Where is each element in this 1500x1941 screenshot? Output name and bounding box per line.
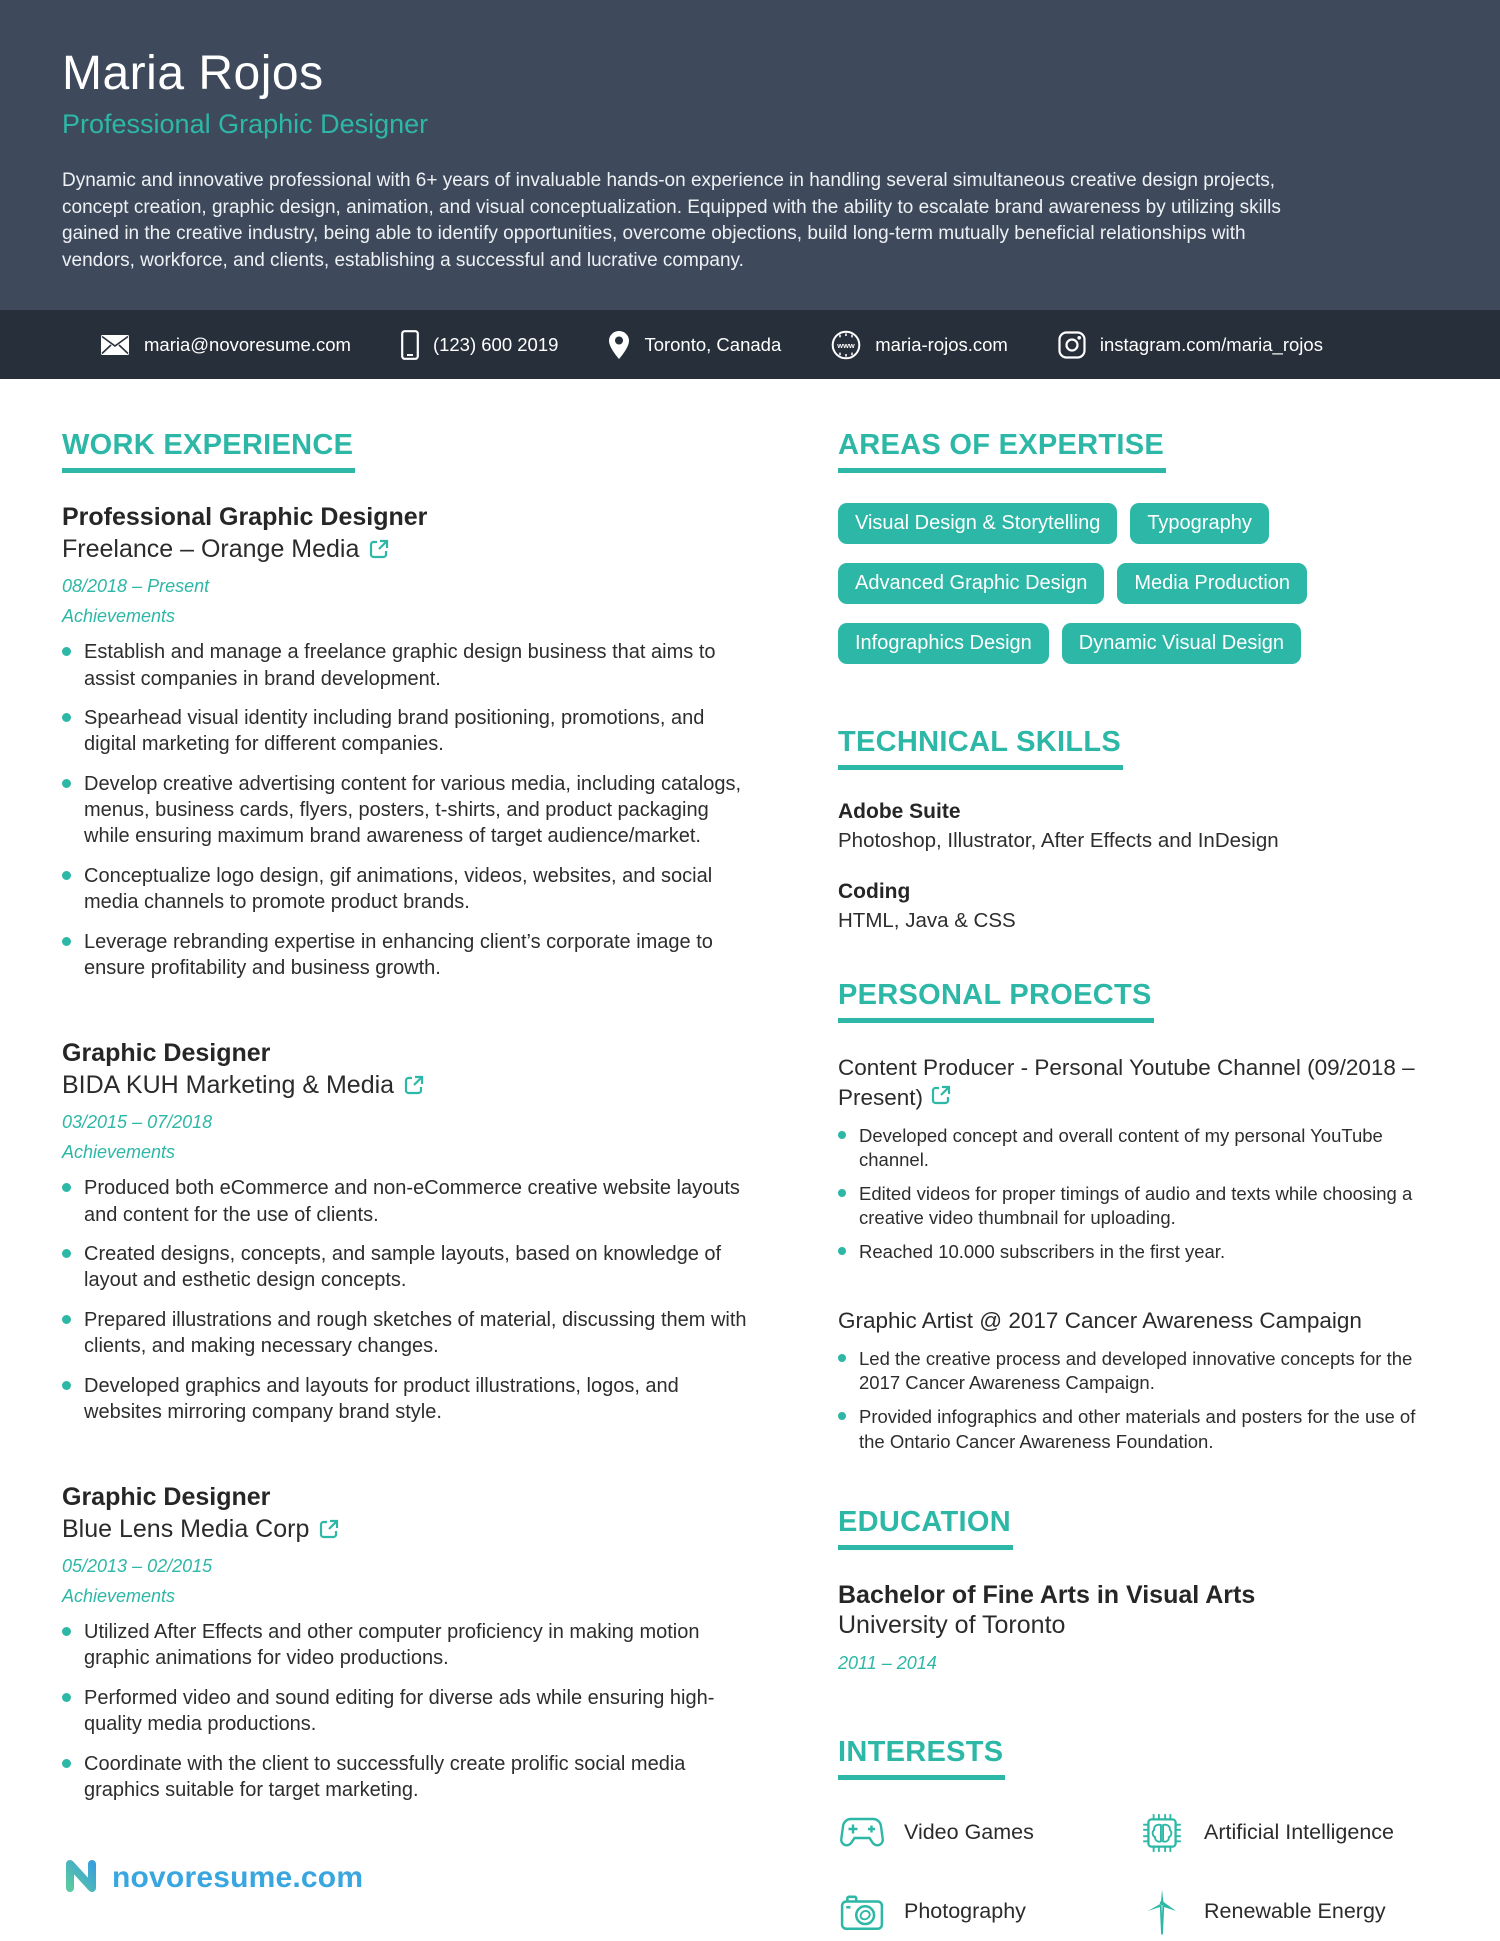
expertise-tags <box>838 503 1438 664</box>
bullet-text: Reached 10.000 subscribers in the first year. <box>859 1241 1226 1263</box>
project-entry <box>838 1306 1438 1453</box>
skill-group-detail: HTML, Java & CSS <box>838 909 1016 933</box>
bullet-text: Developed graphics and layouts for product illustrations, logos, and websites mirroring company brand style. <box>84 1374 679 1423</box>
contact-instagram-text: instagram.com/maria_rojos <box>1099 333 1323 355</box>
svg-text:www: www <box>837 340 855 350</box>
personal-projects-heading: PERSONAL PROECTS <box>838 979 1154 1023</box>
project-title <box>838 1306 1438 1335</box>
bullet-text: Spearhead visual identity including brand positioning, promotions, and digital marketing for different companies. <box>84 706 705 756</box>
job-entry <box>62 503 754 981</box>
contact-phone[interactable] <box>401 330 559 360</box>
novoresume-logo-icon[interactable] <box>62 1856 100 1899</box>
bullet-item <box>62 771 754 850</box>
contact-website[interactable] <box>831 330 1008 360</box>
bullet-dot <box>838 1131 846 1139</box>
bullet-item <box>838 1405 1438 1453</box>
bullet-dot <box>62 1315 71 1324</box>
contact-location-text: Toronto, Canada <box>644 333 782 355</box>
interest-item <box>838 1810 1138 1856</box>
footer-brand[interactable] <box>62 1856 363 1899</box>
location-icon <box>608 330 630 360</box>
bullet-text: Created designs, concepts, and sample layouts, based on knowledge of layout and esthetic design concepts. <box>84 1242 722 1292</box>
project-entry <box>838 1053 1438 1264</box>
bullet-text: Edited videos for proper timings of audio and texts while choosing a creative video thumbnail for uploading. <box>859 1182 1413 1229</box>
external-link-icon[interactable] <box>931 1085 951 1105</box>
job-bullet-list <box>62 1175 754 1425</box>
interest-label: Video Games <box>904 1820 1034 1845</box>
job-company-name: Blue Lens Media Corp <box>62 1515 310 1544</box>
bullet-item <box>62 639 754 692</box>
education-heading: EDUCATION <box>838 1506 1013 1550</box>
bullet-item <box>838 1124 1438 1172</box>
bullet-dot <box>62 647 71 656</box>
contact-bar <box>0 310 1500 379</box>
bullet-dot <box>838 1354 846 1362</box>
bullet-item <box>62 863 754 916</box>
personal-projects-section <box>838 979 1438 1453</box>
phone-icon <box>401 330 419 360</box>
project-bullet-list <box>838 1124 1438 1264</box>
job-bullet-list <box>62 639 754 981</box>
achievements-label: Achievements <box>62 1586 176 1607</box>
bullet-item <box>62 1619 754 1672</box>
project-title-text: Content Producer - Personal Youtube Channel (09/2018 – Present) <box>838 1055 1415 1110</box>
bullet-item <box>838 1347 1438 1395</box>
external-link-icon[interactable] <box>369 539 389 559</box>
contact-instagram[interactable] <box>1058 331 1323 359</box>
bullet-item <box>62 1373 754 1426</box>
interest-item <box>838 1888 1138 1936</box>
expertise-tag: Infographics Design <box>838 623 1049 664</box>
contact-phone-text: (123) 600 2019 <box>432 333 559 355</box>
main-content <box>0 379 1500 1935</box>
skill-group-name: Coding <box>838 880 911 904</box>
person-name: Maria Rojos <box>62 47 324 100</box>
contact-email-text: maria@novoresume.com <box>144 333 351 355</box>
bullet-text: Prepared illustrations and rough sketches of material, discussing them with clients, and making necessary changes. <box>84 1308 747 1358</box>
job-company <box>62 1070 754 1100</box>
brand-text[interactable]: novoresume.com <box>112 1860 364 1894</box>
bullet-text: Performed video and sound editing for diverse ads while ensuring high-quality media productions. <box>84 1686 715 1736</box>
bullet-dot <box>62 1627 71 1636</box>
expertise-heading: AREAS OF EXPERTISE <box>838 429 1166 473</box>
bullet-item <box>62 1685 754 1738</box>
left-column <box>62 429 754 1935</box>
project-bullet-list <box>838 1347 1438 1453</box>
job-company <box>62 534 754 564</box>
technical-skills-section <box>838 726 1438 933</box>
interests-section <box>838 1736 1438 1936</box>
work-experience-section <box>62 429 754 1803</box>
job-company-name: BIDA KUH Marketing & Media <box>62 1071 395 1100</box>
interest-label: Photography <box>904 1899 1026 1924</box>
achievements-label: Achievements <box>62 606 176 627</box>
wind-turbine-icon <box>1138 1888 1186 1936</box>
job-dates: 08/2018 – Present <box>62 576 210 597</box>
bullet-text: Led the creative process and developed innovative concepts for the 2017 Cancer Awareness Campaign. <box>859 1348 1413 1394</box>
job-company-name: Freelance – Orange Media <box>62 535 360 564</box>
job-entry <box>62 1039 754 1425</box>
bullet-item <box>62 1175 754 1228</box>
interest-label: Renewable Energy <box>1204 1899 1386 1924</box>
bullet-dot <box>838 1412 846 1420</box>
skill-group <box>838 880 1438 933</box>
bullet-text: Developed concept and overall content of my personal YouTube channel. <box>859 1124 1383 1170</box>
interests-heading: INTERESTS <box>838 1736 1005 1780</box>
job-dates: 05/2013 – 02/2015 <box>62 1556 213 1577</box>
expertise-section <box>838 429 1438 664</box>
expertise-tag: Media Production <box>1117 563 1307 604</box>
bullet-dot <box>62 871 71 880</box>
job-entry <box>62 1483 754 1803</box>
technical-skills-heading: TECHNICAL SKILLS <box>838 726 1123 770</box>
bullet-dot <box>62 1249 71 1258</box>
interest-label: Artificial Intelligence <box>1204 1820 1395 1845</box>
contact-location[interactable] <box>608 330 781 360</box>
bullet-item <box>62 1307 754 1360</box>
bullet-dot <box>62 713 71 722</box>
bullet-item <box>62 929 754 982</box>
expertise-tag: Dynamic Visual Design <box>1062 623 1301 664</box>
bullet-text: Leverage rebranding expertise in enhancing client’s corporate image to ensure profitability and business growth. <box>84 930 713 980</box>
education-section <box>838 1506 1438 1674</box>
contact-website-text: maria-rojos.com <box>875 333 1008 355</box>
bullet-dot <box>62 1381 71 1390</box>
education-dates: 2011 – 2014 <box>838 1652 937 1673</box>
bullet-text: Produced both eCommerce and non-eCommerce creative website layouts and content for the use of clients. <box>84 1177 740 1226</box>
interests-grid <box>838 1810 1438 1936</box>
skill-group-detail: Photoshop, Illustrator, After Effects and InDesign <box>838 829 1279 853</box>
interest-item <box>1138 1810 1438 1856</box>
expertise-tag: Advanced Graphic Design <box>838 563 1104 604</box>
project-title-text: Graphic Artist @ 2017 Cancer Awareness Campaign <box>838 1308 1362 1334</box>
expertise-tag: Typography <box>1130 503 1269 544</box>
person-job-title: Professional Graphic Designer <box>62 109 429 139</box>
bullet-item <box>838 1240 1438 1264</box>
project-title <box>838 1053 1438 1112</box>
bullet-dot <box>62 937 71 946</box>
bullet-item <box>62 1241 754 1294</box>
expertise-tag: Visual Design & Storytelling <box>838 503 1117 544</box>
bullet-text: Coordinate with the client to successfully create prolific social media graphics suitable for target marketing. <box>84 1752 686 1801</box>
email-icon <box>100 333 130 357</box>
bullet-text: Conceptualize logo design, gif animations, videos, websites, and social media channels to promote product brands. <box>84 864 713 914</box>
education-degree: Bachelor of Fine Arts in Visual Arts <box>838 1580 1256 1609</box>
bullet-dot <box>838 1189 846 1197</box>
work-experience-heading: WORK EXPERIENCE <box>62 429 355 473</box>
bullet-dot <box>838 1247 846 1255</box>
job-title: Graphic Designer <box>62 1039 271 1068</box>
summary-text: Dynamic and innovative professional with 6+ years of invaluable hands-on experience in handling several simultaneous creative design projects, concept creation, graphic design, animation, and visual conceptualization. Equipped with the ability to escalate brand awareness by utilizing skills gained in the creative industry, being able to identify opportunities, overcome objections, build long-term mutually beneficial relationships with vendors, workforce, and clients, establishing a successful and lucrative company. <box>62 170 1281 271</box>
bullet-item <box>62 705 754 758</box>
education-school: University of Toronto <box>838 1610 1066 1639</box>
contact-email[interactable] <box>100 333 351 357</box>
bullet-dot <box>62 1183 71 1192</box>
skill-group <box>838 800 1438 853</box>
job-dates: 03/2015 – 07/2018 <box>62 1112 213 1133</box>
right-column <box>838 429 1438 1935</box>
bullet-item <box>838 1182 1438 1230</box>
globe-icon <box>831 330 861 360</box>
instagram-icon <box>1058 331 1086 359</box>
camera-icon <box>838 1893 886 1931</box>
bullet-dot <box>62 779 71 788</box>
interest-item <box>1138 1888 1438 1936</box>
job-title: Professional Graphic Designer <box>62 503 428 532</box>
header <box>0 0 1500 310</box>
bullet-item <box>62 1751 754 1804</box>
bullet-dot <box>62 1693 71 1702</box>
bullet-dot <box>62 1759 71 1768</box>
job-bullet-list <box>62 1619 754 1803</box>
bullet-text: Utilized After Effects and other computer proficiency in making motion graphic animations for video productions. <box>84 1621 700 1670</box>
skill-group-name: Adobe Suite <box>838 800 961 824</box>
gamepad-icon <box>838 1815 886 1851</box>
bullet-text: Develop creative advertising content for various media, including catalogs, menus, business cards, flyers, posters, t-shirts, and product packaging while ensuring maximum brand awareness of target audience/market. <box>84 772 742 848</box>
job-company <box>62 1514 754 1544</box>
bullet-text: Provided infographics and other materials and posters for the use of the Ontario Cancer Awareness Foundation. <box>859 1406 1416 1452</box>
job-title: Graphic Designer <box>62 1483 271 1512</box>
external-link-icon[interactable] <box>319 1519 339 1539</box>
external-link-icon[interactable] <box>404 1075 424 1095</box>
bullet-text: Establish and manage a freelance graphic design business that aims to assist companies in brand development. <box>84 641 716 690</box>
achievements-label: Achievements <box>62 1142 176 1163</box>
ai-chip-icon <box>1138 1810 1186 1856</box>
